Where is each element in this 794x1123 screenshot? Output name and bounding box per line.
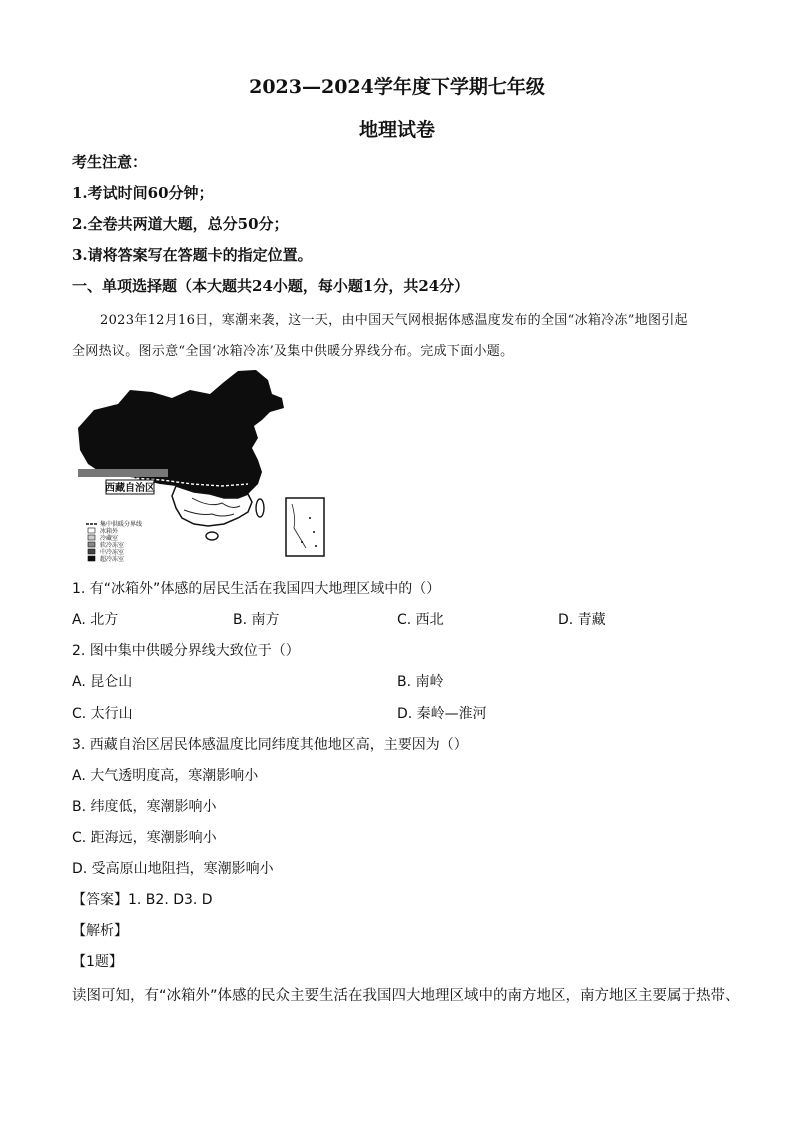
option: C. 距海远，寒潮影响小 <box>72 830 217 846</box>
china-map-figure <box>72 368 342 563</box>
option: D. 青藏 <box>558 612 606 628</box>
inset-island <box>313 531 315 533</box>
taiwan-island <box>256 499 264 517</box>
option: C. 太行山 <box>72 706 133 722</box>
option: A. 北方 <box>72 612 119 628</box>
inset-island <box>309 517 311 519</box>
exam-subtitle: 地理试卷 <box>358 119 435 141</box>
notice-item: 1.考试时间60分钟； <box>72 184 214 202</box>
map-gray-band <box>78 469 168 477</box>
notice-heading: 考生注意： <box>72 153 148 171</box>
notice-item: 2.全卷共两道大题，总分50分； <box>72 215 289 233</box>
option: D. 秦岭—淮河 <box>397 706 487 722</box>
question-stem: 1. 有“冰箱外”体感的居民生活在我国四大地理区域中的（） <box>72 581 441 597</box>
analysis-text: 读图可知，有“冰箱外”体感的民众主要生活在我国四大地理区域中的南方地区，南方地区主要属于热带、 <box>72 988 740 1004</box>
question-stem: 3. 西藏自治区居民体感温度比同纬度其他地区高，主要因为（） <box>72 737 468 753</box>
exam-title: 2023—2024学年度下学期七年级 <box>249 76 545 98</box>
hainan-island <box>206 532 218 540</box>
legend-item: 集中供暖分界线 <box>100 521 143 528</box>
region-label: 西藏自治区 <box>105 483 155 494</box>
analysis-heading: 【解析】 <box>72 923 128 939</box>
legend-swatch <box>88 542 95 547</box>
legend-swatch <box>88 535 95 540</box>
legend-item: 冰箱外 <box>100 528 119 535</box>
question-stem: 2. 图中集中供暖分界线大致位于（） <box>72 643 300 659</box>
legend-swatch <box>88 528 95 533</box>
legend-item: 中冷冻室 <box>100 549 125 556</box>
intro-text: 2023年12月16日，寒潮来袭，这一天，由中国天气网根据体感温度发布的全国“冰箱冷冻”地图引起 <box>100 313 688 328</box>
legend-swatch <box>88 549 95 554</box>
inset-island <box>315 545 317 547</box>
option: B. 南方 <box>233 612 280 628</box>
legend-item: 软冷冻室 <box>100 542 125 549</box>
option: D. 受高原山地阻挡，寒潮影响小 <box>72 861 274 877</box>
inset-island <box>301 541 303 543</box>
intro-text: 全网热议。图示意“全国‘冰箱冷冻’及集中供暖分界线分布。完成下面小题。 <box>72 344 514 359</box>
notice-item: 3.请将答案写在答题卡的指定位置。 <box>72 246 313 264</box>
sub-question-tag: 【1题】 <box>72 954 123 970</box>
legend-swatch <box>88 556 95 561</box>
option: A. 昆仑山 <box>72 674 133 690</box>
answer-line: 【答案】1. B2. D3. D <box>72 892 213 908</box>
option: A. 大气透明度高，寒潮影响小 <box>72 768 259 784</box>
map-territory <box>78 370 284 498</box>
legend-item: 超冷冻室 <box>100 556 125 563</box>
map-legend <box>86 520 142 563</box>
south-china-sea-inset <box>286 498 324 556</box>
option: B. 纬度低，寒潮影响小 <box>72 799 217 815</box>
option: C. 西北 <box>397 612 444 628</box>
section-heading: 一、单项选择题（本大题共24小题，每小题1分，共24分） <box>72 277 470 295</box>
legend-item: 冷藏室 <box>100 535 119 542</box>
option: B. 南岭 <box>397 674 444 690</box>
